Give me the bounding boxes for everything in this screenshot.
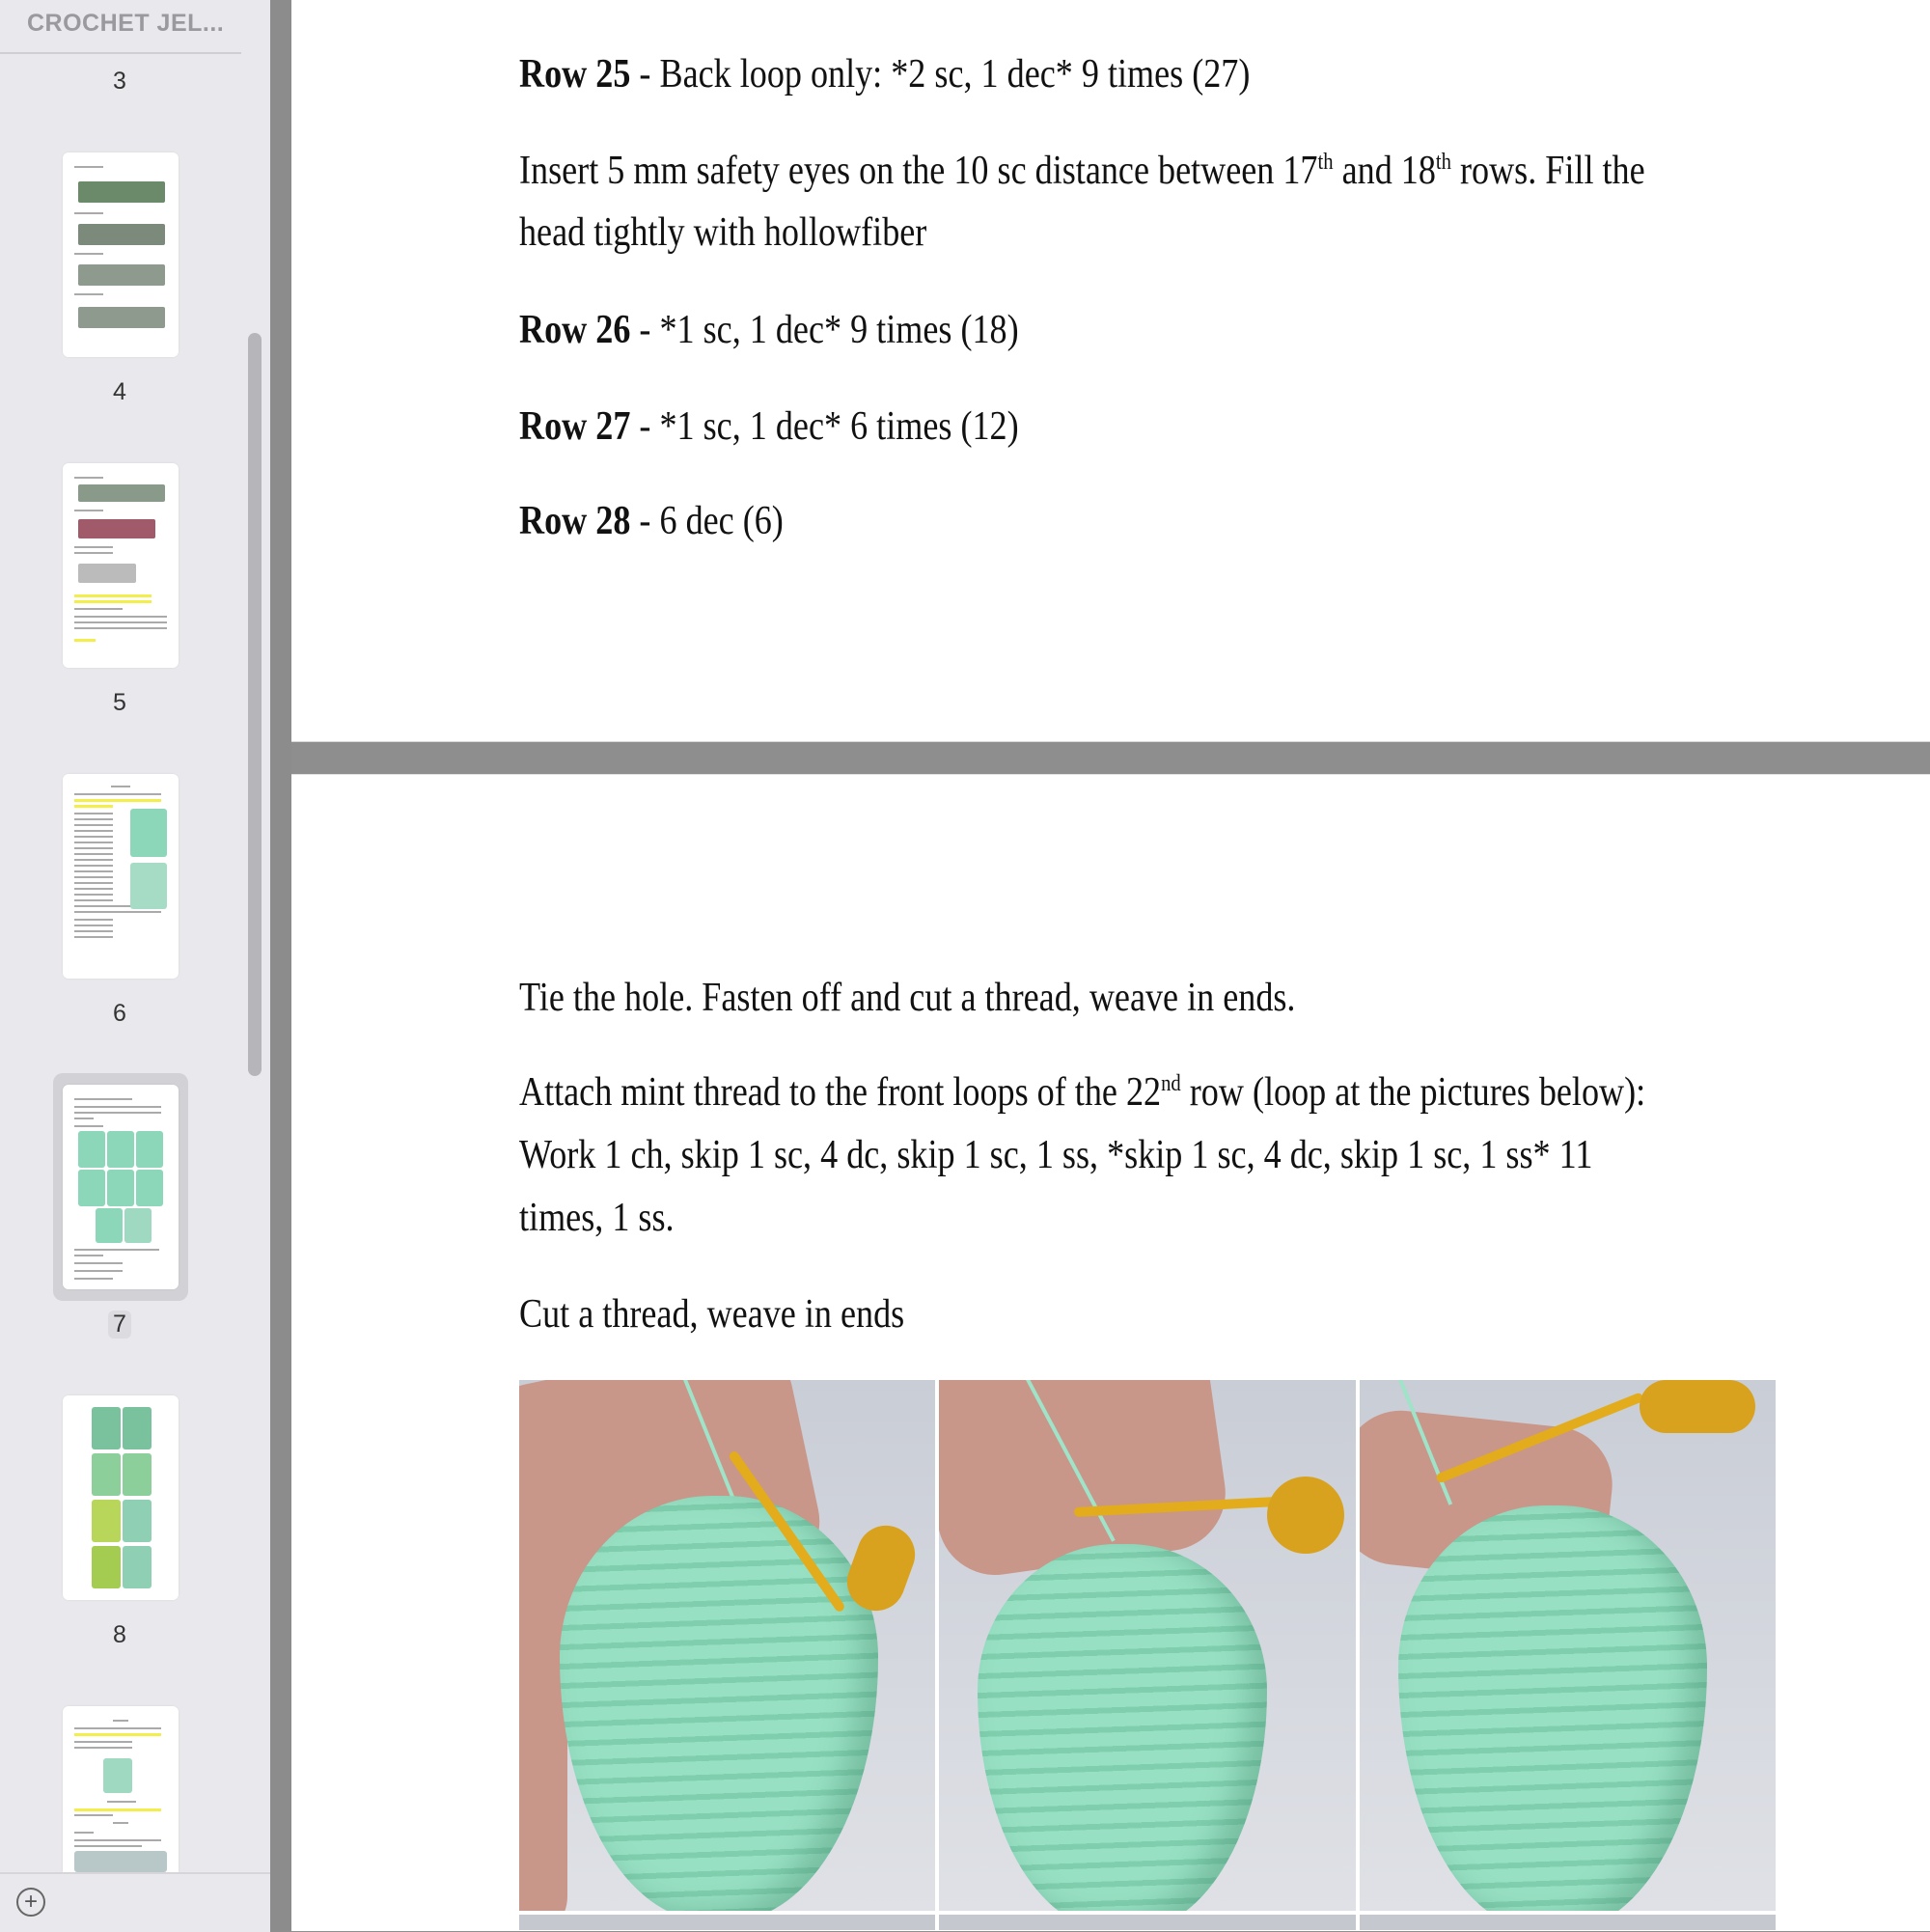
page-thumbnail-5[interactable]: [63, 463, 179, 668]
sidebar-scrollbar[interactable]: [248, 333, 262, 1076]
row-27-instruction: Row 27 - *1 sc, 1 dec* 6 times (12): [519, 404, 1019, 449]
page-number-8: 8: [113, 1621, 126, 1648]
page-thumbnail-8[interactable]: [63, 1395, 179, 1600]
crochet-photo-strip-row2: [519, 1915, 1776, 1930]
page-number-5: 5: [113, 689, 126, 716]
page-thumbnail-4[interactable]: [63, 152, 179, 357]
page-number-3: 3: [113, 68, 126, 95]
crochet-step-2-photo: [939, 1380, 1355, 1911]
document-page-6: [291, 0, 1930, 742]
thumbnail-sidebar: [0, 0, 271, 1930]
page-thumbnail-9[interactable]: [63, 1706, 179, 1872]
document-gutter: [270, 0, 291, 1930]
row-25-instruction: Row 25 - Back loop only: *2 sc, 1 dec* 9 times (27): [519, 52, 1251, 97]
safety-eyes-instruction-line2: head tightly with hollowfiber: [519, 210, 927, 255]
page-number-7: 7: [108, 1311, 131, 1339]
crochet-photo-strip: [519, 1380, 1776, 1911]
row-26-instruction: Row 26 - *1 sc, 1 dec* 9 times (18): [519, 308, 1019, 352]
plus-icon: +: [23, 1889, 38, 1915]
add-page-button[interactable]: [16, 1888, 45, 1917]
crochet-step-3-photo: [1360, 1380, 1776, 1911]
cut-thread-instruction: Cut a thread, weave in ends: [519, 1292, 905, 1337]
document-title: CROCHET JEL...: [27, 10, 225, 37]
attach-thread-instruction: Attach mint thread to the front loops of the 22nd row (loop at the pictures below):: [519, 1070, 1646, 1115]
row-28-instruction: Row 28 - 6 dec (6): [519, 499, 784, 543]
crochet-step-1-photo: [519, 1380, 935, 1911]
page-number-6: 6: [113, 1000, 126, 1027]
sidebar-footer: [0, 1872, 270, 1932]
page-thumbnail-6[interactable]: [63, 774, 179, 979]
safety-eyes-instruction: Insert 5 mm safety eyes on the 10 sc distance between 17th and 18th rows. Fill the: [519, 149, 1645, 193]
divider: [0, 52, 241, 54]
attach-thread-instruction-line2: Work 1 ch, skip 1 sc, 4 dc, skip 1 sc, 1 ss, *skip 1 sc, 4 dc, skip 1 sc, 1 ss* 11: [519, 1133, 1593, 1177]
page-thumbnail-7[interactable]: [63, 1085, 179, 1289]
tie-hole-instruction: Tie the hole. Fasten off and cut a thread, weave in ends.: [519, 976, 1296, 1020]
attach-thread-instruction-line3: times, 1 ss.: [519, 1196, 675, 1240]
page-number-4: 4: [113, 378, 126, 405]
